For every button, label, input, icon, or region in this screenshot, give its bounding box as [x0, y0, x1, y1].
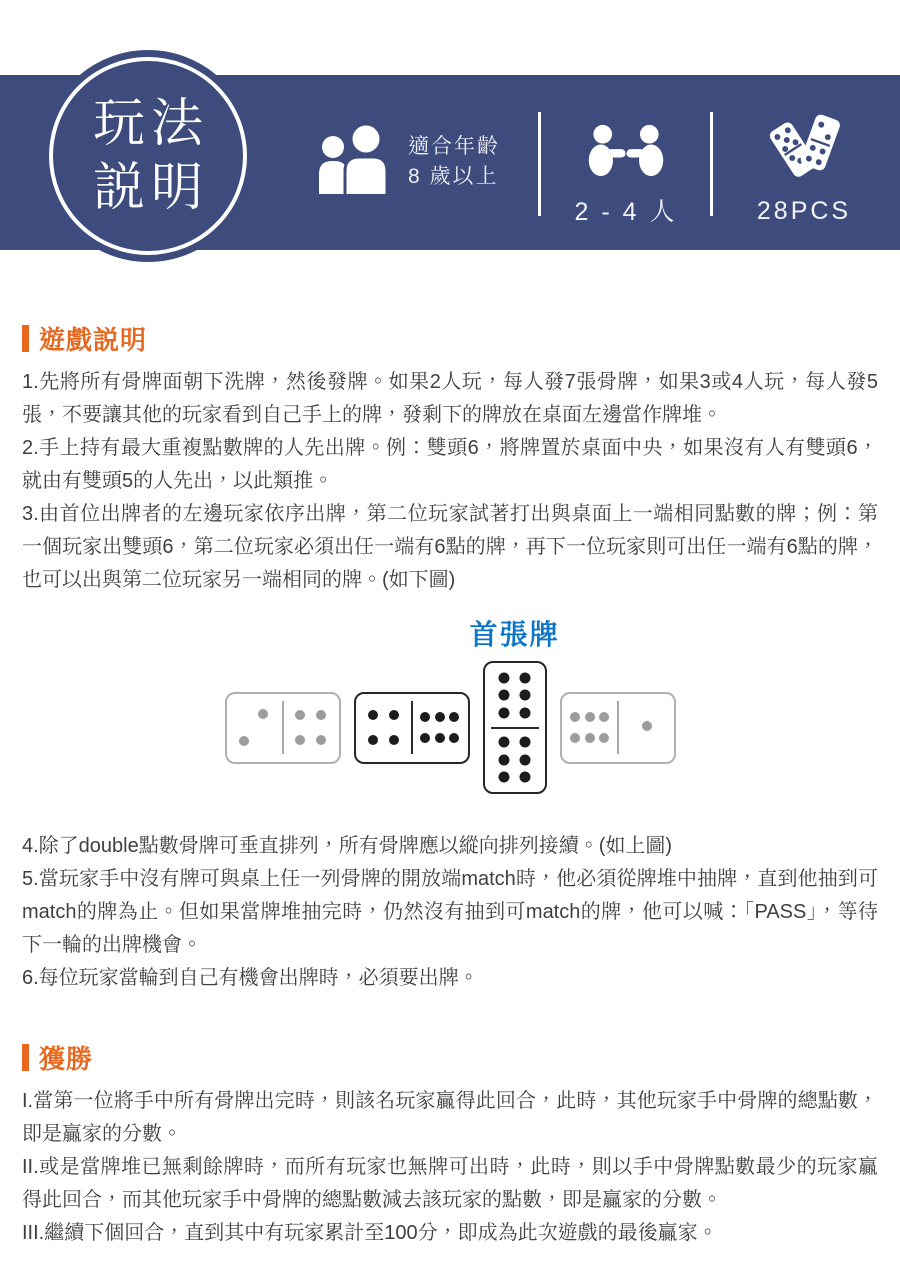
domino-pip [642, 721, 652, 731]
page-title [87, 92, 209, 220]
main-content [0, 320, 900, 1250]
win-item-3: III.繼續下個回合，直到其中有玩家累計至100分，即成為此次遊戲的最後贏家。 [22, 1222, 718, 1244]
players-info [568, 124, 684, 228]
domino-pip [519, 690, 530, 701]
win-section-heading [22, 1039, 878, 1076]
domino-tile-2-4 [225, 692, 341, 764]
domino-divider-line [617, 701, 619, 754]
domino-pip [499, 690, 510, 701]
first-tile-label: 首張牌 [469, 619, 560, 650]
domino-pip [499, 707, 510, 718]
rule-item-5: 5.當玩家手中沒有牌可與桌上任一列骨牌的開放端match時，他必須從牌堆中抽牌，直到他抽到可match的牌為止。但如果當牌堆抽完時，仍然沒有抽到可match的牌，他可以喊：「PASS」，等待下一輪的出牌機會。 [22, 868, 878, 956]
rule-item-3: 3.由首位出牌者的左邊玩家依序出牌，第二位玩家試著打出與桌面上一端相同點數的牌；例：第一個玩家出雙頭6，第二位玩家必須出任一端有6點的牌，再下一位玩家則可出任一端有6點的牌，也可以出與第二位玩家另一端相同的牌。(如下圖) [22, 503, 878, 591]
domino-pip [420, 733, 430, 743]
domino-pip [519, 707, 530, 718]
domino-pip [499, 737, 510, 748]
rule-item-4: 4.除了double點數骨牌可垂直排列，所有骨牌應以縱向排列接續。(如上圖) [22, 835, 673, 857]
domino-pip [389, 735, 399, 745]
domino-pip [295, 735, 305, 745]
domino-pip [316, 710, 326, 720]
win-heading-text: 獲勝 [39, 1044, 94, 1074]
domino-pip [585, 712, 595, 722]
pieces-info [744, 108, 864, 226]
win-item-2: II.或是當牌堆已無剩餘牌時，而所有玩家也無牌可出時，此時，則以手中骨牌點數最少的玩家贏得此回合，而其他玩家手中骨牌的總點數減去該玩家的點數，即是贏家的分數。 [22, 1156, 878, 1211]
domino-pip [570, 712, 580, 722]
domino-pip [295, 710, 305, 720]
domino-pip [599, 733, 609, 743]
domino-pip [239, 736, 249, 746]
rule-item-2: 2.手上持有最大重複點數牌的人先出牌。例：雙頭6，將牌置於桌面中央，如果沒有人有雙頭6，就由有雙頭5的人先出，以此類推。 [22, 437, 878, 492]
domino-pip [258, 709, 268, 719]
domino-divider-line [411, 701, 413, 754]
users-icon [318, 124, 392, 194]
pieces-count-label: 28PCS [756, 197, 852, 225]
heading-accent-bar [22, 325, 29, 352]
first-tile-wrapper [469, 619, 560, 794]
domino-pip [519, 772, 530, 783]
domino-diagram [22, 619, 878, 794]
age-label-line2: 8 歲以上 [408, 165, 499, 188]
win-item-1: I.當第一位將手中所有骨牌出完時，則該名玩家贏得此回合，此時，其他玩家手中骨牌的總點數，即是贏家的分數。 [22, 1090, 878, 1145]
domino-pip [585, 733, 595, 743]
rule-item-6: 6.每位玩家當輪到自己有機會出牌時，必須要出牌。 [22, 967, 479, 989]
players-count-label: 2 - 4 人 [574, 198, 678, 226]
page-title-line2: 説明 [92, 159, 209, 217]
domino-pip [435, 733, 445, 743]
domino-tile-6-1 [560, 692, 676, 764]
domino-tiles-icon [760, 108, 848, 186]
heading-accent-bar [22, 1044, 29, 1071]
domino-pip [316, 735, 326, 745]
domino-pip [499, 772, 510, 783]
rules-section-heading [22, 320, 878, 357]
domino-pip [389, 710, 399, 720]
domino-pip [499, 672, 510, 683]
rules-heading-text: 遊戲説明 [39, 325, 148, 355]
domino-pip [368, 710, 378, 720]
domino-pip [499, 754, 510, 765]
age-label-line1: 適合年齡 [408, 135, 500, 158]
title-circle [42, 50, 254, 262]
page-title-line1: 玩法 [92, 95, 209, 153]
domino-pip [368, 735, 378, 745]
domino-tile-6-6 [483, 661, 547, 794]
domino-tile-4-6 [354, 692, 470, 764]
age-label [408, 132, 500, 192]
domino-pip [570, 733, 580, 743]
domino-divider-line [491, 727, 539, 729]
domino-pip [435, 712, 445, 722]
domino-pip [519, 737, 530, 748]
domino-divider-line [282, 701, 284, 754]
banner-divider-1 [538, 112, 541, 216]
age-info [318, 124, 500, 194]
domino-pip [449, 733, 459, 743]
domino-pip [519, 754, 530, 765]
banner-divider-2 [710, 112, 713, 216]
domino-pip [420, 712, 430, 722]
rule-item-1: 1.先將所有骨牌面朝下洗牌，然後發牌。如果2人玩，每人發7張骨牌，如果3或4人玩，每人發5張，不要讓其他的玩家看到自己手上的牌，發剩下的牌放在桌面左邊當作牌堆。 [22, 371, 878, 426]
domino-pip [599, 712, 609, 722]
domino-pip [519, 672, 530, 683]
banner [0, 0, 900, 250]
players-facing-icon [584, 124, 668, 178]
domino-pip [449, 712, 459, 722]
